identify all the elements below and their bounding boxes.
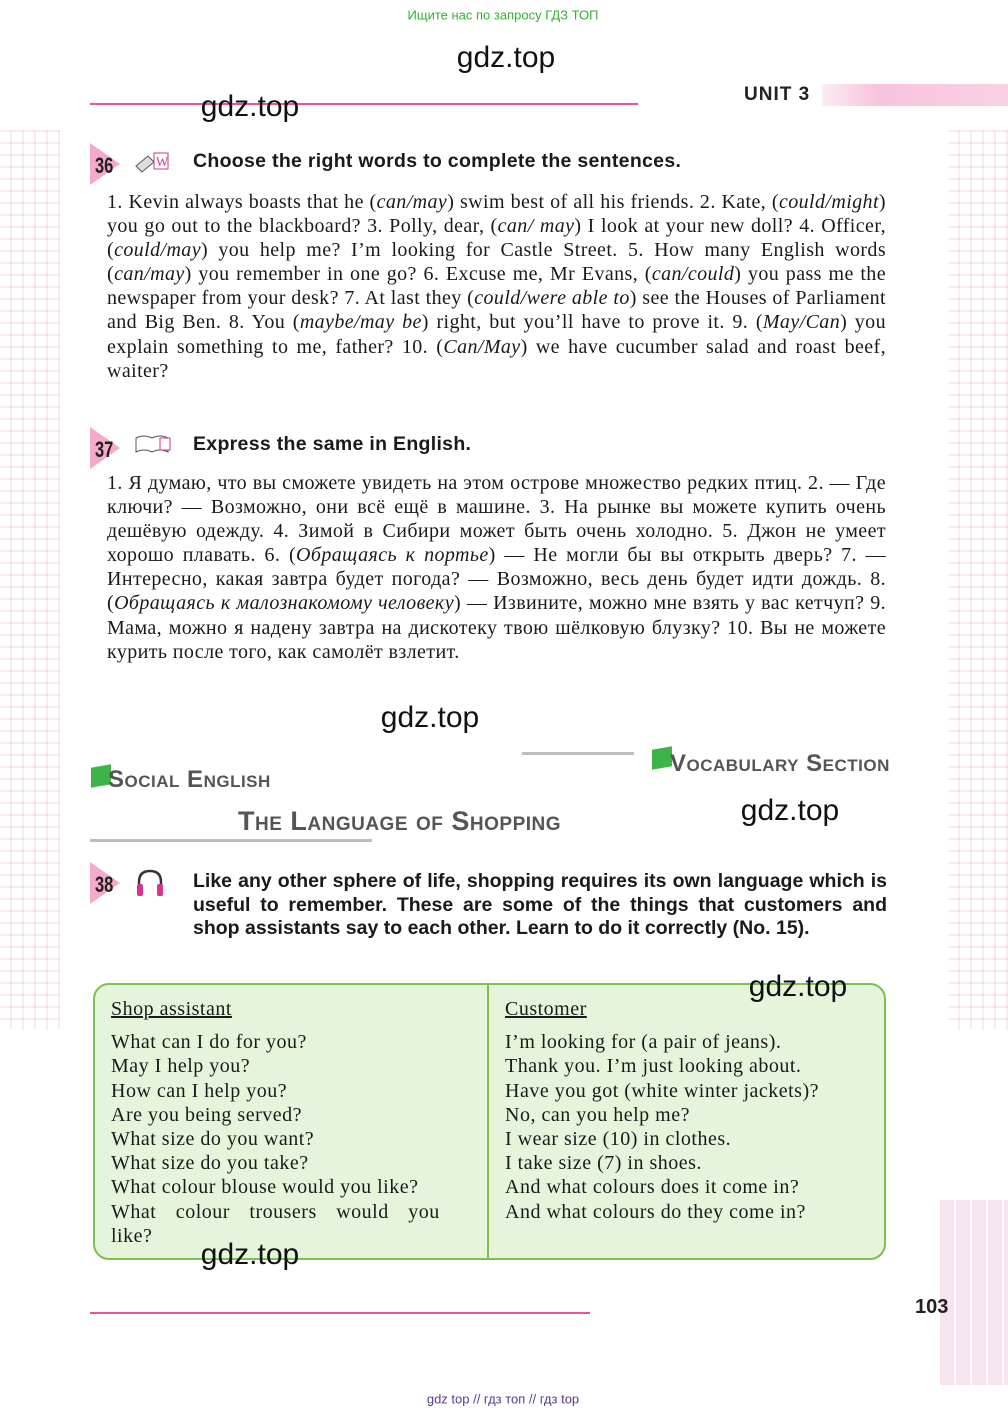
- social-english-heading: Social English: [108, 766, 271, 793]
- italic-segment: could/were able to: [474, 287, 630, 310]
- unit-band: [822, 84, 1008, 106]
- text-segment: ) you explain something to me, father? 10. (: [107, 311, 886, 358]
- italic-segment: May/Can: [762, 311, 841, 334]
- left-decoration: [0, 130, 60, 1030]
- page-number: 103: [915, 1296, 949, 1318]
- book-icon: [134, 434, 172, 456]
- exercise-number: 36: [95, 153, 114, 178]
- text-segment: 1. Kevin always boasts that he (: [107, 191, 377, 213]
- phrase: Thank you. I’m just looking about.: [505, 1055, 802, 1078]
- watermark: gdz.top: [456, 41, 556, 74]
- phrase: What colour trousers would you like?: [111, 1200, 440, 1247]
- column-header: Shop assistant: [111, 998, 232, 1020]
- italic-segment: can/may: [114, 263, 185, 286]
- customer-column: [489, 985, 884, 1258]
- header-divider: [90, 103, 638, 105]
- vocabulary-section-heading: Vocabulary Section: [670, 750, 890, 777]
- text-segment: ) you pass me the newspaper from your desk? 7. At last they (: [107, 263, 886, 310]
- exercise-number: 38: [95, 872, 114, 897]
- text-segment: ) swim best of all his friends. 2. Kate, (: [447, 191, 779, 213]
- phrase: Are you being served?: [111, 1103, 302, 1126]
- watermark: gdz.top: [748, 970, 848, 1003]
- watermark: gdz.top: [200, 1238, 300, 1271]
- shop-assistant-column: [95, 985, 489, 1258]
- exercise-38-title: Like any other sphere of life, shopping requires its own language which is useful to remember. These are some of the things that customers and shop assistants say to each other. Learn to do it correctly (No. 15).: [193, 870, 887, 939]
- text-segment: 1. Я думаю, что вы сможете увидеть на этом острове множество редких птиц. 2. — Где ключи? — Возможно, они всё ещё в машине. 3. На рынке вы можете купить очень дешёвую одежду. 4. Зимой в Сибири может быть очень холодно. 5. Джон не умеет хорошо плавать. 6. (: [107, 472, 886, 567]
- watermark: gdz.top: [380, 701, 480, 734]
- watermark: gdz.top: [200, 90, 300, 123]
- text-segment: ) we have cucumber salad and roast beef, waiter?: [107, 335, 886, 382]
- footer-text: gdz top // гдз топ // гдз top: [426, 1391, 580, 1407]
- headphones-icon: [134, 868, 166, 898]
- topic-divider: [90, 839, 372, 842]
- phrase: I wear size (10) in clothes.: [505, 1128, 732, 1151]
- italic-segment: can/may: [376, 191, 448, 213]
- phrase: I take size (7) in shoes.: [505, 1152, 702, 1175]
- page-corner-decoration: [940, 1200, 1008, 1385]
- phrase: What size do you take?: [111, 1152, 309, 1175]
- phrase: How can I help you?: [111, 1079, 288, 1102]
- text-segment: ) you remember in one go? 6. Excuse me, Mr Evans, (: [184, 263, 652, 286]
- shopping-phrases-table: [93, 983, 886, 1260]
- phrase: What colour blouse would you like?: [111, 1176, 419, 1199]
- exercise-36-marker: [90, 143, 126, 185]
- topic-heading: The Language of Shopping: [238, 806, 562, 836]
- watermark: gdz.top: [740, 794, 840, 827]
- top-note: Ищите нас по запросу ГДЗ ТОП: [407, 7, 599, 23]
- italic-segment: maybe/may be: [299, 311, 422, 334]
- svg-text:W: W: [156, 154, 169, 169]
- italic-segment: can/ may: [497, 215, 575, 238]
- italic-segment: can/could: [651, 263, 735, 286]
- exercise-36-title: Choose the right words to complete the sentences.: [193, 150, 682, 172]
- italic-segment: could/might: [778, 191, 879, 213]
- text-segment: ) right, but you’ll have to prove it. 9. (: [421, 311, 763, 334]
- text-segment: ) see the Houses of Parliament and Big Ben. 8. You (: [107, 287, 886, 334]
- text-segment: ) — Извините, можно мне взять у вас кетчуп? 9. Мама, можно я надену завтра на дискотеку твою шёлковую блузку? 10. Вы не можете курить после того, как самолёт взлетит.: [107, 592, 887, 663]
- footer-divider: [90, 1312, 590, 1314]
- text-segment: ) you help me? I’m looking for Castle Street. 5. How many English words (: [107, 239, 886, 286]
- phrase: I’m looking for (a pair of jeans).: [505, 1031, 782, 1054]
- right-decoration: [948, 130, 1008, 1030]
- column-header: Customer: [505, 998, 587, 1020]
- italic-segment: Обращаясь к портье: [296, 544, 489, 567]
- section-divider: [522, 752, 634, 755]
- phrase: What can I do for you?: [111, 1031, 307, 1054]
- exercise-37-text: [107, 471, 886, 664]
- exercise-38-marker: [90, 862, 126, 904]
- text-segment: ) — Не могли бы вы открыть дверь? 7. — Интересно, какая завтра будет погода? — Возможно, весь день будет идти дождь. 8. (: [107, 544, 887, 615]
- exercise-36-text: [107, 190, 886, 383]
- text-segment: ) you go out to the blackboard? 3. Polly, dear, (: [107, 191, 886, 238]
- unit-label: UNIT 3: [744, 84, 811, 105]
- italic-segment: Обращаясь к малознакомому человеку: [114, 592, 454, 615]
- green-square-icon: [652, 746, 672, 770]
- phrase: And what colours do they come in?: [505, 1200, 806, 1223]
- text-segment: ) I look at your new doll? 4. Officer, (: [107, 215, 886, 262]
- phrase: What size do you want?: [111, 1128, 315, 1151]
- phrase: And what colours does it come in?: [505, 1176, 800, 1199]
- exercise-37-marker: [90, 427, 126, 469]
- exercise-number: 37: [95, 437, 114, 462]
- phrase: Have you got (white winter jackets)?: [505, 1079, 820, 1102]
- italic-segment: Can/May: [443, 335, 521, 358]
- phrase: No, can you help me?: [505, 1103, 690, 1126]
- exercise-37-title: Express the same in English.: [193, 433, 472, 455]
- italic-segment: could/may: [114, 239, 201, 262]
- pencil-writing-icon: [134, 150, 170, 176]
- phrase: May I help you?: [111, 1055, 251, 1078]
